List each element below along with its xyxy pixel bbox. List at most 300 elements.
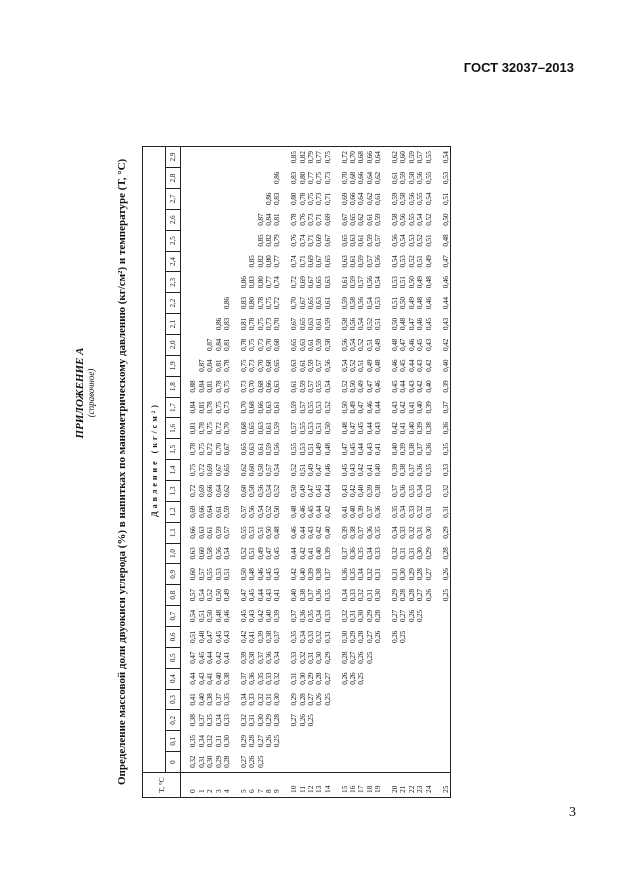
pressure-header-cell: 1,1 [166, 522, 181, 543]
value-cell [299, 752, 307, 773]
value-cell: 0,80 [297, 171, 307, 185]
value-cell: 0,49 [314, 443, 324, 456]
value-cell: 0,36 [348, 547, 358, 560]
value-cell: 0,67 [322, 234, 332, 247]
value-cell: 0,28 [440, 547, 450, 560]
value-cell: 0,53 [213, 568, 223, 581]
temperature-cell: 4 [223, 773, 231, 798]
value-cell: 0,65 [339, 234, 349, 247]
pressure-header-cell: 2,7 [166, 188, 181, 209]
value-cell: 0,48 [196, 630, 206, 643]
pressure-header-cell: 0,9 [166, 564, 181, 585]
value-cell: 0,34 [196, 735, 206, 748]
value-cell: 0,59 [289, 401, 299, 414]
value-cell: 0,37 [406, 463, 416, 477]
value-cell: 0,33 [289, 651, 299, 664]
value-cell: 0,38 [247, 651, 257, 664]
value-cell: 0,37 [255, 651, 265, 664]
pressure-header-cell: 2,8 [166, 168, 181, 189]
value-cell: 0,63 [322, 276, 332, 289]
pressure-header-cell: 1,3 [166, 480, 181, 501]
value-cell: 0,28 [406, 589, 416, 602]
value-cell: 0,35 [306, 609, 316, 623]
value-cell [391, 731, 399, 752]
value-cell: 0,26 [264, 735, 274, 748]
value-cell: 0,49 [306, 463, 316, 477]
value-cell: 0,68 [264, 359, 274, 372]
value-cell [425, 668, 433, 689]
value-cell: 0,56 [322, 359, 332, 372]
value-cell: 0,41 [398, 422, 408, 435]
value-cell: 0,45 [238, 609, 248, 623]
value-cell [408, 710, 416, 731]
value-cell: 0,28 [356, 630, 366, 643]
value-cell [349, 731, 357, 752]
value-cell [206, 168, 214, 189]
value-cell: 0,41 [205, 672, 215, 685]
value-cell: 0,86 [213, 317, 223, 331]
value-cell: 0,50 [348, 380, 358, 393]
value-cell: 0,35 [348, 568, 358, 581]
value-cell: 0,31 [348, 609, 358, 623]
value-cell: 0,61 [390, 171, 400, 185]
value-cell: 0,51 [196, 609, 206, 623]
value-cell: 0,73 [314, 192, 324, 205]
value-cell: 0,55 [423, 151, 433, 164]
value-cell: 0,57 [415, 151, 425, 164]
value-cell: 0,52 [289, 463, 299, 477]
temperature-cell: 3 [215, 773, 223, 798]
co2-table [142, 146, 451, 798]
value-cell: 0,75 [213, 401, 223, 414]
value-cell: 0,57 [222, 526, 232, 539]
value-cell: 0,59 [364, 234, 374, 247]
value-cell: 0,34 [390, 526, 400, 539]
value-cell: 0,77 [272, 255, 282, 268]
value-cell: 0,70 [222, 422, 232, 435]
value-cell: 0,29 [238, 735, 248, 748]
value-cell: 0,65 [306, 297, 316, 310]
value-cell [324, 731, 332, 752]
value-cell: 0,43 [272, 568, 282, 581]
value-cell: 0,84 [264, 213, 274, 226]
value-cell: 0,49 [364, 359, 374, 372]
value-cell: 0,50 [398, 297, 408, 310]
pressure-header-cell: 1,9 [166, 355, 181, 376]
value-cell: 0,56 [398, 213, 408, 226]
value-cell: 0,34 [339, 589, 349, 602]
value-cell [189, 314, 197, 335]
value-cell: 0,75 [306, 192, 316, 205]
value-cell: 0,53 [314, 401, 324, 414]
value-cell: 0,57 [297, 401, 307, 414]
value-cell [273, 752, 281, 773]
value-cell: 0,65 [322, 255, 332, 268]
value-cell: 0,32 [356, 589, 366, 602]
value-cell: 0,60 [188, 568, 198, 581]
value-cell: 0,56 [390, 234, 400, 247]
value-cell: 0,54 [222, 547, 232, 560]
value-cell: 0,47 [356, 401, 366, 414]
pressure-header-cell: 2,5 [166, 230, 181, 251]
table-row [442, 147, 451, 798]
value-cell: 0,27 [322, 672, 332, 685]
pressure-header-cell: 0,1 [166, 731, 181, 752]
value-cell [240, 188, 248, 209]
value-cell: 0,34 [356, 568, 366, 581]
value-cell: 0,84 [196, 380, 206, 393]
value-cell: 0,34 [238, 693, 248, 706]
value-cell: 0,28 [247, 735, 257, 748]
value-cell: 0,33 [306, 630, 316, 643]
value-cell: 0,54 [415, 213, 425, 226]
value-cell: 0,56 [415, 171, 425, 185]
value-cell: 0,54 [364, 297, 374, 310]
value-cell: 0,42 [255, 609, 265, 623]
value-cell: 0,39 [390, 463, 400, 477]
value-cell: 0,34 [415, 484, 425, 497]
value-cell: 0,51 [297, 463, 307, 477]
value-cell [307, 752, 315, 773]
value-cell: 0,63 [272, 380, 282, 393]
value-cell: 0,61 [205, 526, 215, 539]
value-cell: 0,51 [440, 192, 450, 205]
value-cell: 0,49 [415, 276, 425, 289]
value-cell: 0,44 [314, 505, 324, 518]
value-cell [408, 731, 416, 752]
value-cell: 0,46 [440, 276, 450, 289]
value-cell [206, 188, 214, 209]
value-cell: 0,32 [255, 693, 265, 706]
value-cell: 0,54 [322, 380, 332, 393]
value-cell [198, 209, 206, 230]
value-cell: 0,45 [213, 630, 223, 643]
value-cell: 0,65 [289, 338, 299, 351]
value-cell: 0,35 [289, 630, 299, 643]
value-cell [408, 647, 416, 668]
value-cell: 0,38 [406, 443, 416, 456]
value-cell: 0,36 [264, 651, 274, 664]
value-cell: 0,34 [213, 714, 223, 727]
value-cell [408, 689, 416, 710]
value-cell [416, 731, 424, 752]
value-cell [223, 230, 231, 251]
value-cell: 0,51 [255, 526, 265, 539]
value-cell: 0,36 [297, 609, 307, 623]
value-cell: 0,57 [314, 359, 324, 372]
value-cell: 0,57 [373, 234, 383, 247]
value-cell [248, 168, 256, 189]
value-cell: 0,47 [339, 443, 349, 456]
value-cell: 0,72 [213, 422, 223, 435]
value-cell: 0,52 [205, 589, 215, 602]
value-cell [391, 668, 399, 689]
value-cell: 0,50 [213, 589, 223, 602]
value-cell: 0,38 [264, 630, 274, 643]
value-cell: 0,29 [213, 755, 223, 768]
value-cell: 0,59 [306, 359, 316, 372]
value-cell: 0,40 [289, 589, 299, 602]
temperature-cell: 9 [273, 773, 281, 798]
value-cell: 0,54 [272, 463, 282, 477]
value-cell [416, 647, 424, 668]
value-cell: 0,65 [238, 443, 248, 456]
value-cell: 0,70 [264, 338, 274, 351]
value-cell [399, 710, 407, 731]
value-cell: 0,30 [398, 568, 408, 581]
value-cell: 0,61 [264, 422, 274, 435]
value-cell: 0,61 [339, 276, 349, 289]
value-cell: 0,26 [356, 651, 366, 664]
value-cell: 0,31 [247, 714, 257, 727]
value-cell [248, 188, 256, 209]
value-cell: 0,55 [238, 526, 248, 539]
value-cell: 0,25 [398, 630, 408, 643]
value-cell: 0,65 [272, 359, 282, 372]
value-cell: 0,56 [364, 276, 374, 289]
value-cell: 0,81 [196, 401, 206, 414]
value-cell: 0,28 [222, 755, 232, 768]
value-cell: 0,43 [364, 443, 374, 456]
value-cell [215, 147, 223, 168]
page-number: 3 [569, 805, 576, 820]
value-cell: 0,38 [398, 463, 408, 477]
value-cell: 0,45 [339, 463, 349, 477]
value-cell: 0,56 [272, 443, 282, 456]
value-cell: 0,69 [339, 192, 349, 205]
value-cell: 0,61 [348, 255, 358, 268]
value-cell: 0,44 [406, 359, 416, 372]
value-cell: 0,25 [415, 609, 425, 623]
value-cell: 0,42 [314, 526, 324, 539]
value-cell: 0,46 [415, 317, 425, 331]
value-cell: 0,66 [196, 505, 206, 518]
value-cell: 0,53 [297, 443, 307, 456]
value-cell: 0,68 [238, 422, 248, 435]
value-cell [442, 668, 451, 689]
value-cell: 0,63 [264, 401, 274, 414]
value-cell [240, 168, 248, 189]
value-cell: 0,63 [255, 422, 265, 435]
pressure-header-cell: 1,6 [166, 418, 181, 439]
value-cell: 0,34 [398, 505, 408, 518]
value-cell: 0,45 [348, 443, 358, 456]
value-cell [349, 710, 357, 731]
value-cell: 0,70 [272, 317, 282, 331]
value-cell: 0,35 [222, 693, 232, 706]
value-cell [223, 251, 231, 272]
value-cell: 0,57 [356, 276, 366, 289]
value-cell: 0,48 [373, 359, 383, 372]
value-cell [273, 147, 281, 168]
value-cell: 0,68 [356, 151, 366, 164]
value-cell: 0,55 [205, 568, 215, 581]
value-cell: 0,77 [314, 151, 324, 164]
value-cell [425, 689, 433, 710]
value-cell: 0,25 [255, 755, 265, 768]
value-cell: 0,59 [339, 297, 349, 310]
value-cell: 0,37 [322, 568, 332, 581]
value-cell: 0,65 [222, 463, 232, 477]
value-cell [425, 752, 433, 773]
value-cell: 0,41 [364, 463, 374, 477]
value-cell: 0,31 [398, 547, 408, 560]
value-cell: 0,75 [314, 171, 324, 185]
temperature-cell: 25 [442, 773, 451, 798]
value-cell: 0,59 [297, 380, 307, 393]
pressure-header-cell: 1,0 [166, 543, 181, 564]
value-cell: 0,38 [423, 422, 433, 435]
value-cell: 0,37 [364, 505, 374, 518]
value-cell: 0,71 [314, 213, 324, 226]
value-cell: 0,53 [247, 526, 257, 539]
value-cell: 0,31 [390, 568, 400, 581]
value-cell: 0,54 [196, 589, 206, 602]
table-row [273, 147, 281, 798]
value-cell: 0,39 [415, 422, 425, 435]
value-cell: 0,40 [348, 505, 358, 518]
value-cell: 0,35 [255, 672, 265, 685]
value-cell: 0,38 [373, 484, 383, 497]
value-cell: 0,52 [356, 338, 366, 351]
value-cell: 0,41 [188, 693, 198, 706]
value-cell [416, 668, 424, 689]
value-cell: 0,53 [398, 255, 408, 268]
value-cell: 0,39 [398, 443, 408, 456]
value-cell: 0,71 [322, 192, 332, 205]
value-cell [366, 689, 374, 710]
value-cell: 0,78 [196, 422, 206, 435]
value-cell [416, 752, 424, 773]
value-cell: 0,69 [322, 213, 332, 226]
value-cell: 0,59 [373, 213, 383, 226]
value-cell: 0,58 [390, 213, 400, 226]
value-cell [408, 668, 416, 689]
value-cell: 0,37 [339, 547, 349, 560]
value-cell: 0,32 [297, 651, 307, 664]
value-cell: 0,59 [264, 443, 274, 456]
value-cell: 0,66 [205, 484, 215, 497]
value-cell: 0,50 [205, 609, 215, 623]
value-cell: 0,86 [238, 276, 248, 289]
value-cell: 0,69 [314, 234, 324, 247]
value-cell: 0,37 [213, 693, 223, 706]
value-cell [357, 710, 365, 731]
value-cell [189, 334, 197, 355]
value-cell: 0,31 [213, 735, 223, 748]
value-cell: 0,70 [348, 151, 358, 164]
value-cell: 0,61 [314, 317, 324, 331]
value-cell: 0,42 [297, 547, 307, 560]
value-cell [366, 710, 374, 731]
value-cell: 0,82 [264, 234, 274, 247]
value-cell: 0,30 [356, 609, 366, 623]
value-cell: 0,45 [415, 338, 425, 351]
value-cell: 0,50 [339, 401, 349, 414]
value-cell [341, 731, 349, 752]
value-cell: 0,75 [322, 151, 332, 164]
value-cell: 0,64 [205, 505, 215, 518]
value-cell: 0,44 [356, 443, 366, 456]
value-cell [357, 689, 365, 710]
value-cell: 0,39 [356, 505, 366, 518]
value-cell: 0,45 [314, 484, 324, 497]
value-cell: 0,51 [390, 297, 400, 310]
value-cell: 0,48 [339, 422, 349, 435]
value-cell: 0,61 [289, 380, 299, 393]
value-cell: 0,54 [348, 338, 358, 351]
value-cell: 0,61 [213, 505, 223, 518]
value-cell: 0,41 [406, 401, 416, 414]
value-cell: 0,61 [322, 297, 332, 310]
value-cell: 0,35 [390, 505, 400, 518]
value-cell: 0,54 [264, 484, 274, 497]
value-cell: 0,41 [339, 505, 349, 518]
value-cell: 0,54 [390, 255, 400, 268]
value-cell [189, 209, 197, 230]
temperature-cell: 20 [391, 773, 399, 798]
value-cell: 0,49 [373, 338, 383, 351]
value-cell: 0,31 [415, 526, 425, 539]
temperature-cell: 16 [349, 773, 357, 798]
value-cell: 0,47 [348, 422, 358, 435]
value-cell [215, 168, 223, 189]
value-cell: 0,36 [339, 568, 349, 581]
value-cell: 0,33 [322, 609, 332, 623]
value-cell: 0,78 [289, 213, 299, 226]
value-cell: 0,47 [440, 255, 450, 268]
value-cell: 0,45 [272, 547, 282, 560]
value-cell: 0,25 [356, 672, 366, 685]
value-cell: 0,29 [322, 651, 332, 664]
value-cell: 0,60 [247, 463, 257, 477]
value-cell: 0,51 [314, 422, 324, 435]
value-cell: 0,83 [272, 192, 282, 205]
value-cell: 0,73 [255, 338, 265, 351]
value-cell: 0,39 [364, 484, 374, 497]
standard-header: ГОСТ 32037–2013 [463, 60, 574, 75]
value-cell [240, 209, 248, 230]
value-cell: 0,33 [247, 693, 257, 706]
value-cell: 0,78 [247, 317, 257, 331]
value-cell: 0,48 [398, 317, 408, 331]
table-row [324, 147, 332, 798]
value-cell: 0,62 [364, 192, 374, 205]
value-cell: 0,51 [364, 338, 374, 351]
value-cell: 0,35 [373, 526, 383, 539]
value-cell [215, 188, 223, 209]
temperature-cell: 2 [206, 773, 214, 798]
value-cell [198, 293, 206, 314]
value-cell [416, 626, 424, 647]
value-cell: 0,49 [406, 297, 416, 310]
value-cell: 0,55 [297, 422, 307, 435]
value-cell: 0,45 [247, 589, 257, 602]
temperature-cell: 11 [299, 773, 307, 798]
value-cell: 0,28 [398, 589, 408, 602]
value-cell: 0,58 [406, 171, 416, 185]
value-cell: 0,38 [297, 589, 307, 602]
value-cell: 0,65 [247, 422, 257, 435]
value-cell: 0,74 [289, 255, 299, 268]
value-cell: 0,38 [348, 526, 358, 539]
value-cell: 0,70 [339, 171, 349, 185]
value-cell [349, 752, 357, 773]
value-cell: 0,81 [213, 359, 223, 372]
value-cell: 0,55 [406, 213, 416, 226]
value-cell: 0,80 [247, 297, 257, 310]
value-cell [425, 606, 433, 627]
